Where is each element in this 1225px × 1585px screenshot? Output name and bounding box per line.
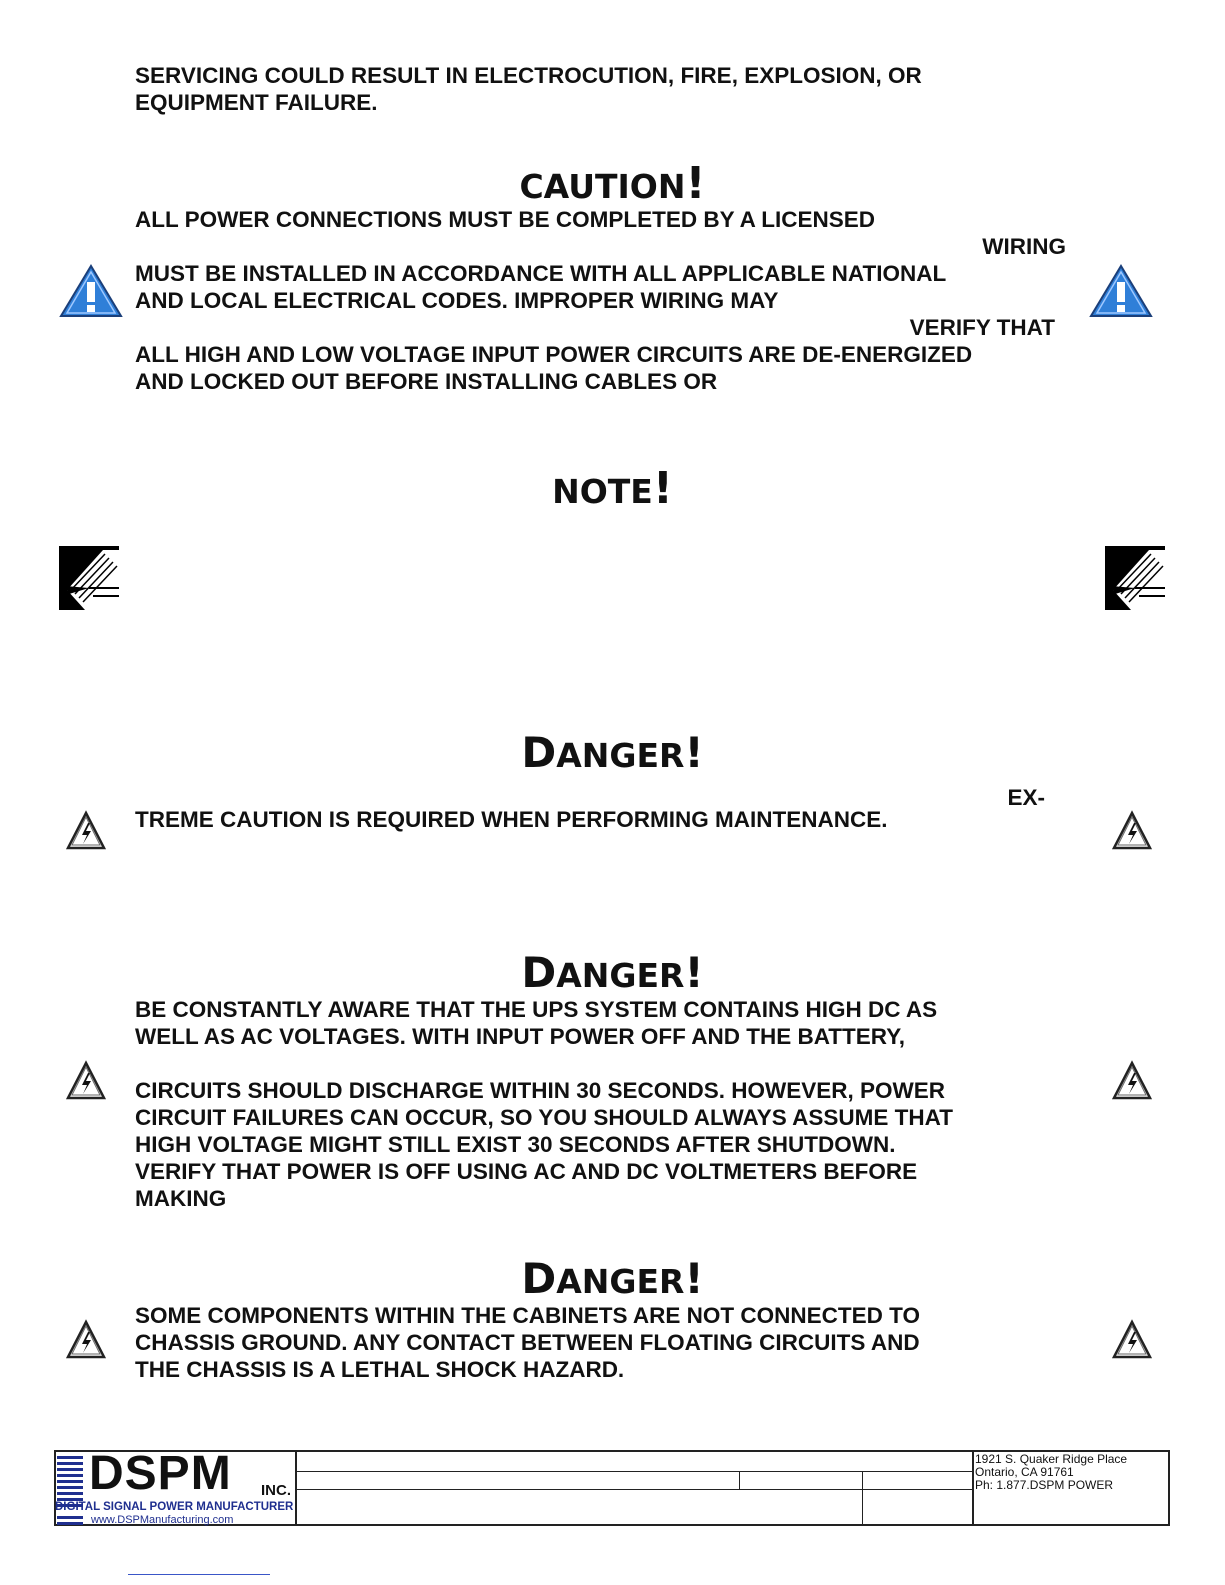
high-voltage-icon	[1112, 1060, 1152, 1102]
danger2-line-6: VERIFY THAT POWER IS OFF USING AC AND DC VOLTMETERS BEFORE	[135, 1159, 918, 1184]
title-block-rule	[739, 1471, 740, 1490]
danger3-line-2: CHASSIS GROUND. ANY CONTACT BETWEEN FLOATING CIRCUITS AND	[135, 1330, 920, 1355]
danger2-line-1: BE CONSTANTLY AWARE THAT THE UPS SYSTEM CONTAINS HIGH DC AS	[135, 997, 938, 1022]
caution-line-4: AND LOCAL ELECTRICAL CODES. IMPROPER WIRING MAY	[135, 288, 779, 313]
title-block-divider	[295, 1450, 297, 1524]
danger-heading-2	[0, 948, 1225, 997]
danger-title-rest: ANGER	[556, 1262, 685, 1301]
title-block-rule	[296, 1489, 972, 1490]
address-line-2: Ontario, CA 91761	[975, 1465, 1074, 1479]
company-logo	[55, 1447, 295, 1528]
high-voltage-icon	[1112, 810, 1152, 852]
note-title: NOTE	[552, 472, 653, 511]
logo-url: www.DSPManufacturing.com	[91, 1514, 234, 1526]
danger-title-rest: ANGER	[556, 736, 685, 775]
danger-title-initial: D	[521, 728, 557, 777]
title-block-rule	[862, 1471, 863, 1524]
address-line-1: 1921 S. Quaker Ridge Place	[975, 1452, 1128, 1466]
danger-heading-1	[0, 728, 1225, 777]
address-line-3: Ph: 1.877.DSPM POWER	[975, 1478, 1114, 1492]
warning-triangle-icon	[58, 262, 124, 320]
intro-line-2: EQUIPMENT FAILURE.	[135, 90, 378, 115]
logo-tagline: DIGITAL SIGNAL POWER MANUFACTURER	[55, 1501, 294, 1513]
caution-line-3: MUST BE INSTALLED IN ACCORDANCE WITH ALL APPLICABLE NATIONAL	[135, 261, 947, 286]
danger-exclamation: !	[684, 1254, 704, 1303]
company-address	[975, 1453, 1127, 1492]
caution-line-7: AND LOCKED OUT BEFORE INSTALLING CABLES OR	[135, 369, 718, 394]
title-block-rule	[296, 1471, 972, 1472]
danger1-line-2: TREME CAUTION IS REQUIRED WHEN PERFORMING MAINTENANCE.	[135, 807, 888, 832]
note-exclamation: !	[652, 463, 673, 514]
danger2-line-4: CIRCUIT FAILURES CAN OCCUR, SO YOU SHOULD ALWAYS ASSUME THAT	[135, 1105, 953, 1130]
danger-exclamation: !	[684, 728, 704, 777]
intro-line-1: SERVICING COULD RESULT IN ELECTROCUTION, FIRE, EXPLOSION, OR	[135, 63, 922, 88]
caution-exclamation: !	[685, 158, 706, 209]
danger-heading-3	[0, 1254, 1225, 1303]
caution-line-1: ALL POWER CONNECTIONS MUST BE COMPLETED BY A LICENSED	[135, 207, 876, 232]
footnote-separator	[128, 1574, 270, 1575]
danger2-line-2: WELL AS AC VOLTAGES. WITH INPUT POWER OFF AND THE BATTERY,	[135, 1024, 905, 1049]
danger2-line-5: HIGH VOLTAGE MIGHT STILL EXIST 30 SECONDS AFTER SHUTDOWN.	[135, 1132, 896, 1157]
high-voltage-icon	[66, 1060, 106, 1102]
caution-line-2: WIRING	[982, 234, 1066, 259]
danger-exclamation: !	[684, 948, 704, 997]
danger2-line-3: CIRCUITS SHOULD DISCHARGE WITHIN 30 SECONDS. HOWEVER, POWER	[135, 1078, 946, 1103]
warning-triangle-icon	[1088, 262, 1154, 320]
high-voltage-icon	[66, 1319, 106, 1361]
note-heading	[0, 463, 1225, 514]
danger2-line-7: MAKING	[135, 1186, 227, 1211]
caution-title: CAUTION	[519, 167, 686, 206]
danger1-line-1: EX-	[1007, 785, 1045, 810]
danger3-line-1: SOME COMPONENTS WITHIN THE CABINETS ARE NOT CONNECTED TO	[135, 1303, 921, 1328]
caution-line-6: ALL HIGH AND LOW VOLTAGE INPUT POWER CIRCUITS ARE DE-ENERGIZED	[135, 342, 973, 367]
high-voltage-icon	[66, 810, 106, 852]
danger-title-initial: D	[521, 1254, 557, 1303]
title-block-divider	[972, 1450, 974, 1524]
note-pad-icon	[1105, 546, 1165, 610]
high-voltage-icon	[1112, 1319, 1152, 1361]
logo-wordmark: DSPM	[89, 1447, 232, 1500]
caution-line-5: VERIFY THAT	[909, 315, 1055, 340]
caution-heading	[0, 158, 1225, 209]
danger3-line-3: THE CHASSIS IS A LETHAL SHOCK HAZARD.	[135, 1357, 625, 1382]
note-pad-icon	[59, 546, 119, 610]
danger-title-rest: ANGER	[556, 956, 685, 995]
danger-title-initial: D	[521, 948, 557, 997]
logo-inc: INC.	[261, 1482, 291, 1499]
